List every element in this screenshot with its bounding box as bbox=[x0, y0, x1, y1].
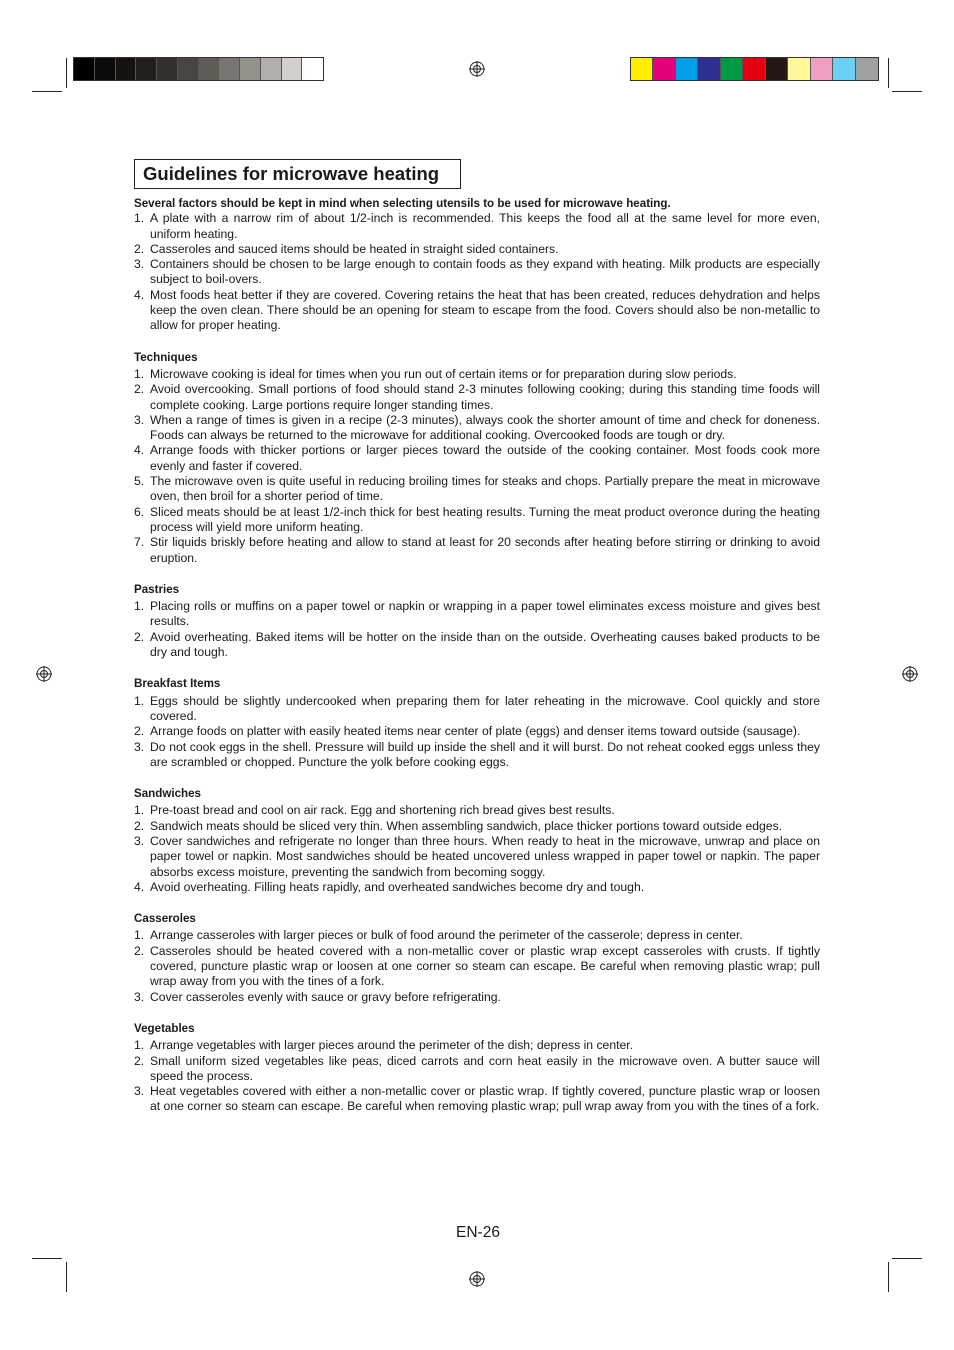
color-swatch bbox=[676, 58, 698, 80]
list-item bbox=[134, 1054, 820, 1085]
list-item-number: 1. bbox=[134, 366, 145, 381]
color-swatch bbox=[653, 58, 675, 80]
guidelines-content bbox=[134, 196, 820, 1115]
color-swatch bbox=[721, 58, 743, 80]
list-item-text: Stir liquids briskly before heating and allow to stand at least for 20 seconds after heating before stirring or drinking to avoid eruption. bbox=[150, 535, 820, 565]
crop-mark-bottom-right-v bbox=[888, 1262, 889, 1292]
list-item bbox=[134, 819, 820, 834]
list-item-number: 1. bbox=[134, 599, 145, 614]
crop-mark-top-right-h bbox=[892, 91, 922, 92]
color-swatch bbox=[136, 58, 157, 80]
crop-mark-bottom-left-h bbox=[32, 1258, 62, 1259]
color-swatch bbox=[199, 58, 220, 80]
color-swatch bbox=[743, 58, 765, 80]
list-item bbox=[134, 474, 820, 505]
list-item-number: 1. bbox=[134, 1038, 145, 1053]
list-item-text: Arrange casseroles with larger pieces or bulk of food around the perimeter of the casserole; depress in center. bbox=[150, 928, 743, 943]
list-item bbox=[134, 694, 820, 725]
color-swatch bbox=[811, 58, 833, 80]
list-item bbox=[134, 599, 820, 630]
list-item-text: Small uniform sized vegetables like peas, diced carrots and corn heat easily in the microwave oven. A butter sauce will speed the process. bbox=[150, 1053, 820, 1083]
section-heading: Pastries bbox=[134, 582, 180, 596]
list-item-text: Eggs should be slightly undercooked when preparing them for later reheating in the microwave. Cool quickly and store covered. bbox=[150, 693, 820, 723]
list-item-text: Sliced meats should be at least 1/2-inch thick for best heating results. Turning the meat product overonce during the heating process will yield more uniform heating. bbox=[150, 504, 820, 534]
list-item-text: Avoid overheating. Baked items will be hotter on the inside than on the outside. Overheating causes baked products to be dry and tough. bbox=[150, 629, 820, 660]
sections-container bbox=[134, 350, 820, 1115]
list-item bbox=[134, 990, 820, 1005]
section-heading: Sandwiches bbox=[134, 787, 202, 801]
list-item-text: Microwave cooking is ideal for times when you run out of certain items or for preparation during slow periods. bbox=[150, 366, 737, 381]
color-swatch bbox=[95, 58, 116, 80]
section-list bbox=[134, 599, 820, 660]
list-item-text: Cover casseroles evenly with sauce or gravy before refrigerating. bbox=[150, 989, 501, 1004]
list-item-text: Arrange vegetables with larger pieces around the perimeter of the dish; depress in center. bbox=[150, 1038, 634, 1053]
color-swatch bbox=[282, 58, 303, 80]
list-item-number: 4. bbox=[134, 287, 145, 302]
color-swatch bbox=[766, 58, 788, 80]
color-swatch bbox=[219, 58, 240, 80]
color-swatch bbox=[698, 58, 720, 80]
crop-mark-top-left-v bbox=[66, 58, 67, 88]
list-item-number: 2. bbox=[134, 724, 145, 739]
section-list bbox=[134, 1038, 820, 1114]
list-item-number: 7. bbox=[134, 535, 145, 550]
list-item bbox=[134, 535, 820, 566]
list-item bbox=[134, 413, 820, 444]
list-item-number: 3. bbox=[134, 412, 145, 427]
list-item-number: 3. bbox=[134, 1084, 145, 1099]
section-heading: Breakfast Items bbox=[134, 677, 221, 691]
list-item-number: 4. bbox=[134, 879, 145, 894]
grayscale-calibration-strip bbox=[73, 57, 324, 81]
list-item bbox=[134, 1038, 820, 1053]
list-item-number: 2. bbox=[134, 943, 145, 958]
list-item-number: 3. bbox=[134, 833, 145, 848]
list-item bbox=[134, 1084, 820, 1115]
color-calibration-strip bbox=[630, 57, 879, 81]
list-item-number: 3. bbox=[134, 739, 145, 754]
registration-mark-icon bbox=[36, 666, 52, 682]
color-swatch bbox=[74, 58, 95, 80]
list-item-number: 3. bbox=[134, 257, 145, 272]
list-item bbox=[134, 803, 820, 818]
list-item bbox=[134, 242, 820, 257]
list-item-number: 2. bbox=[134, 818, 145, 833]
section-list bbox=[134, 803, 820, 895]
list-item bbox=[134, 505, 820, 536]
list-item bbox=[134, 724, 820, 739]
list-item bbox=[134, 928, 820, 943]
page-title: Guidelines for microwave heating bbox=[134, 159, 461, 189]
registration-mark-icon bbox=[902, 666, 918, 682]
list-item-text: Pre-toast bread and cool on air rack. Egg and shortening rich bread gives best results. bbox=[150, 803, 615, 818]
list-item-text: The microwave oven is quite useful in reducing broiling times for steaks and chops. Partially prepare the meat in microwave oven, then broil for a shorter period of time. bbox=[150, 474, 820, 504]
registration-mark-icon bbox=[469, 1271, 485, 1287]
list-item-number: 1. bbox=[134, 928, 145, 943]
list-item-text: Arrange foods with thicker portions or larger pieces toward the outside of the cooking container. Most foods cook more evenly and faster if covered. bbox=[150, 443, 820, 473]
intro-list bbox=[134, 211, 820, 333]
color-swatch bbox=[116, 58, 137, 80]
list-item-number: 2. bbox=[134, 241, 145, 256]
color-swatch bbox=[240, 58, 261, 80]
list-item-number: 1. bbox=[134, 211, 145, 226]
crop-mark-bottom-right-h bbox=[892, 1258, 922, 1259]
list-item-text: Casseroles and sauced items should be heated in straight sided containers. bbox=[150, 241, 559, 256]
list-item-text: Casseroles should be heated covered with a non-metallic cover or plastic wrap except casseroles with crusts. If tightly covered, puncture plastic wrap or loosen at one corner so steam can escape. Be careful when removing plastic wrap; pull wrap away from you with the tines of a fork. bbox=[150, 943, 820, 989]
section-list bbox=[134, 928, 820, 1004]
list-item-number: 1. bbox=[134, 693, 145, 708]
list-item bbox=[134, 382, 820, 413]
list-item-number: 1. bbox=[134, 803, 145, 818]
list-item bbox=[134, 211, 820, 242]
crop-mark-bottom-left-v bbox=[66, 1262, 67, 1292]
list-item bbox=[134, 630, 820, 661]
list-item-number: 3. bbox=[134, 989, 145, 1004]
list-item-number: 2. bbox=[134, 1053, 145, 1068]
color-swatch bbox=[833, 58, 855, 80]
list-item-text: Cover sandwiches and refrigerate no longer than three hours. When ready to heat in the microwave, unwrap and place on paper towel or napkin. Most sandwiches should be heated uncovered unless wrapped in paper towel or napkin. The paper absorbs excess moisture, preventing the sandwich from becoming soggy. bbox=[150, 833, 820, 879]
section-heading: Techniques bbox=[134, 350, 198, 364]
list-item-number: 2. bbox=[134, 629, 145, 644]
list-item bbox=[134, 944, 820, 990]
list-item-text: Avoid overheating. Filling heats rapidly, and overheated sandwiches become dry and tough. bbox=[150, 879, 645, 894]
crop-mark-top-right-v bbox=[888, 58, 889, 88]
color-swatch bbox=[261, 58, 282, 80]
color-swatch bbox=[788, 58, 810, 80]
color-swatch bbox=[631, 58, 653, 80]
section-heading: Casseroles bbox=[134, 912, 196, 926]
list-item bbox=[134, 443, 820, 474]
list-item-text: Most foods heat better if they are covered. Covering retains the heat that has been created, reduces dehydration and helps keep the oven clean. There should be an opening for steam to escape from the food. Covers should also be non-metallic to allow for proper heating. bbox=[150, 287, 820, 333]
registration-mark-icon bbox=[469, 61, 485, 77]
list-item-text: Sandwich meats should be sliced very thin. When assembling sandwich, place thicker portions toward outside edges. bbox=[150, 818, 783, 833]
list-item bbox=[134, 367, 820, 382]
list-item-text: Avoid overcooking. Small portions of food should stand 2-3 minutes following cooking; during this standing time foods will complete cooking. Large portions require longer standing times. bbox=[150, 382, 820, 412]
section-heading: Vegetables bbox=[134, 1021, 195, 1035]
list-item bbox=[134, 880, 820, 895]
list-item-number: 6. bbox=[134, 504, 145, 519]
list-item bbox=[134, 257, 820, 288]
list-item-text: Placing rolls or muffins on a paper towel or napkin or wrapping in a paper towel eliminates excess moisture and gives best results. bbox=[150, 599, 820, 629]
list-item-text: When a range of times is given in a recipe (2-3 minutes), always cook the shorter amount of time and check for doneness. Foods can always be returned to the microwave for additional cooking. Overcooked foods are tough or dry. bbox=[150, 412, 820, 443]
section-list bbox=[134, 694, 820, 770]
color-swatch bbox=[157, 58, 178, 80]
list-item bbox=[134, 288, 820, 334]
color-swatch bbox=[856, 58, 878, 80]
list-item-text: Heat vegetables covered with either a non-metallic cover or plastic wrap. If tightly covered, puncture plastic wrap or loosen at one corner so steam can escape. Be careful when removing plastic wrap; pull wrap away from you with the tines of a fork. bbox=[150, 1084, 820, 1114]
intro-text: Several factors should be kept in mind when selecting utensils to be used for microwave heating. bbox=[134, 197, 671, 210]
list-item-text: Do not cook eggs in the shell. Pressure will build up inside the shell and it will burst. Do not reheat cooked eggs unless they are scrambled or chopped. Puncture the yolk before cooking eggs. bbox=[150, 739, 820, 769]
color-swatch bbox=[178, 58, 199, 80]
page-number: EN-26 bbox=[456, 1224, 500, 1241]
color-swatch bbox=[302, 58, 323, 80]
list-item-number: 5. bbox=[134, 474, 145, 489]
list-item-text: Arrange foods on platter with easily heated items near center of plate (eggs) and denser items toward outside (sausage). bbox=[150, 724, 801, 739]
list-item-number: 4. bbox=[134, 443, 145, 458]
list-item-text: A plate with a narrow rim of about 1/2-inch is recommended. This keeps the food all at the same level for more even, uniform heating. bbox=[150, 211, 820, 241]
list-item bbox=[134, 834, 820, 880]
section-list bbox=[134, 367, 820, 566]
list-item-number: 2. bbox=[134, 382, 145, 397]
list-item bbox=[134, 740, 820, 771]
list-item-text: Containers should be chosen to be large enough to contain foods as they expand with heating. Milk products are especially subject to boil-overs. bbox=[150, 257, 820, 287]
crop-mark-top-left-h bbox=[32, 91, 62, 92]
